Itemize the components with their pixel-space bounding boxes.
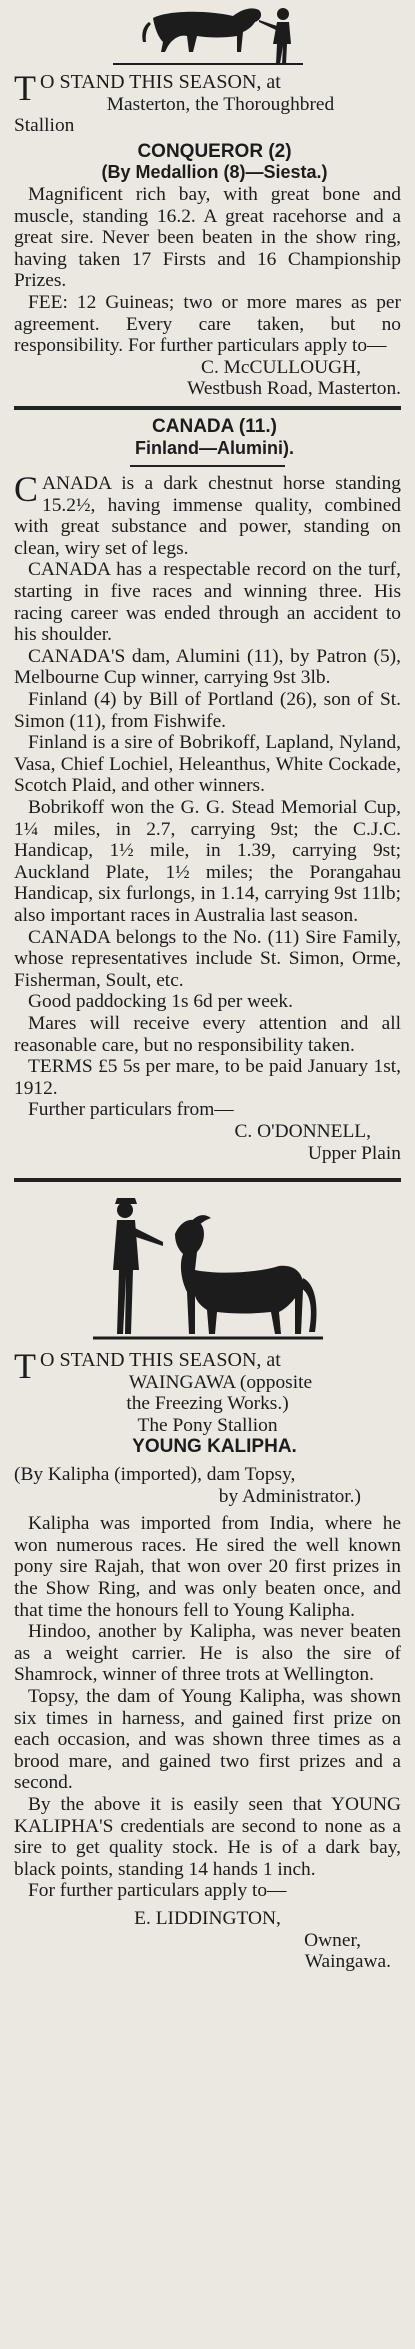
ad-paragraph: Magnificent rich bay, with great bone and muscle, standing 16.2. A great racehorse and a great sire. Never been beaten in the show ring, having taken 17 Firsts and 16 Championship Prizes. xyxy=(14,183,401,292)
ad-paragraph: Mares will receive every attention and all reasonable care, but no responsibility taken. xyxy=(14,1012,401,1056)
horse-name-heading: CONQUEROR (2) xyxy=(137,140,292,162)
horse-name-heading: YOUNG KALIPHA. xyxy=(132,1436,297,1458)
ad-paragraph: Good paddocking 1s 6d per week. xyxy=(28,991,293,1013)
ad-paragraph: FEE: 12 Guineas; two or more mares as per agreement. Every care taken, but no responsibility. For further particulars apply to— xyxy=(14,291,401,357)
ad-paragraph: Kalipha was imported from India, where he won numerous races. He sired the well known pony sire Rajah, that won over 20 first prizes in the Show Ring, and was only beaten once, and that time the honours fell to Young Kalipha. xyxy=(14,1513,401,1621)
ad-type-line: The Pony Stallion xyxy=(137,1414,278,1436)
contact-address: Waingawa. xyxy=(304,1951,391,1973)
pedigree-line: Finland—Alumini). xyxy=(135,437,294,458)
pedigree-line: (By Medallion (8)—Siesta.) xyxy=(101,162,328,183)
ad-paragraph: CANADA is a dark chestnut horse standing 15.2½, having immense quality, combined with great substance and power, standing on clean, wiry set of legs. xyxy=(14,469,401,559)
ad-paragraph: TERMS £5 5s per mare, to be paid January 1st, 1912. xyxy=(14,1056,401,1099)
ad-paragraph: Finland is a sire of Bobrikoff, Lapland, Nyland, Vasa, Chief Lochiel, Heleanthus, White Cockade, Scotch Plaid, and other winners. xyxy=(14,732,401,797)
contact-name: E. LIDDINGTON, xyxy=(134,1907,281,1929)
ad-type-line: Stallion xyxy=(14,115,75,137)
divider xyxy=(14,1178,401,1182)
ad-paragraph: For further particulars apply to— xyxy=(28,1880,287,1902)
advert-young-kalipha xyxy=(14,1194,401,1973)
divider xyxy=(130,465,285,467)
pedigree-line: by Administrator.) xyxy=(218,1485,361,1507)
ad-paragraph: CANADA belongs to the No. (11) Sire Family, whose representatives include St. Simon, Orme, Fisherman, Soult, etc. xyxy=(14,926,401,991)
horse-name-heading: CANADA (11.) xyxy=(152,415,277,437)
contact-name: C. O'DONNELL, xyxy=(234,1120,371,1142)
pony-and-handler-illustration xyxy=(83,1194,333,1344)
ad-location-line: the Freezing Works.) xyxy=(126,1393,289,1415)
ad-paragraph: By the above it is easily seen that YOUNG KALIPHA'S credentials are second to none as a sire to get quality stock. He is of a dark bay, black points, standing 14 hands 1 inch. xyxy=(14,1793,401,1880)
ad-paragraph: Hindoo, another by Kalipha, was never beaten as a weight carrier. He is also the sire of Shamrock, winner of three trots at Wellington. xyxy=(14,1621,401,1686)
ad-paragraph: Bobrikoff won the G. G. Stead Memorial Cup, 1¼ miles, in 2.7, carrying 9st; the C.J.C. Handicap, 1½ mile, in 1.39, carrying 9st; Auckland Plate, 1½ miles; the Porangahau Handicap, six furlongs, in 1.14, carrying 9st 11lb; also important races in Australia last season. xyxy=(14,797,401,926)
ad-paragraph: Finland (4) by Bill of Portland (26), son of St. Simon (11), from Fishwife. xyxy=(14,689,401,732)
ad-location-line: WAINGAWA (opposite xyxy=(128,1371,313,1393)
pedigree-line: (By Kalipha (imported), dam Topsy, xyxy=(14,1464,296,1486)
contact-address: Westbush Road, Masterton. xyxy=(187,378,401,400)
ad-location-line: Masterton, the Thoroughbred xyxy=(106,93,335,115)
ad-paragraph: Topsy, the dam of Young Kalipha, was shown six times in harness, and gained first prize on each occasion, and was shown three times as a brood mare, and gained two first prizes and a second. xyxy=(14,1686,401,1794)
contact-name: C. McCULLOUGH, xyxy=(201,356,361,378)
divider xyxy=(14,406,401,410)
contact-role: Owner, xyxy=(304,1929,361,1951)
contact-address: Upper Plain xyxy=(307,1142,401,1164)
advert-conqueror xyxy=(14,0,401,400)
ad-intro-line: TO STAND THIS SEASON, at xyxy=(14,68,281,108)
ad-paragraph: CANADA has a respectable record on the turf, starting in five races and winning three. His racing career was ended through an accident to his shoulder. xyxy=(14,559,401,646)
ad-paragraph: CANADA'S dam, Alumini (11), by Patron (5), Melbourne Cup winner, carrying 9st 3lb. xyxy=(14,645,401,689)
ad-paragraph: Further particulars from— xyxy=(28,1099,234,1121)
ad-intro-line: TO STAND THIS SEASON, at xyxy=(14,1346,281,1387)
horse-and-groom-illustration xyxy=(113,0,303,66)
advert-canada xyxy=(14,416,401,1164)
